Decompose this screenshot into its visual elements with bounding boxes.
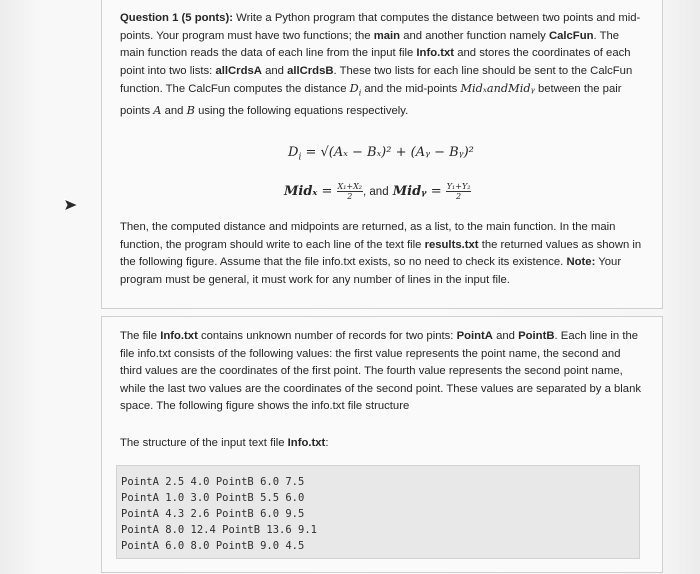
info-text-after: . Each line in the file info.txt consists of the following values: the first value represents the point name, the second and third values are the coordinates of the first point. The fourth value represents the second point name, while the last two values are the coordinates of the second point. These values are separated by a blank space. The following figure shows the info.txt file structure (120, 330, 642, 412)
point-a-symbol: A (153, 103, 162, 117)
list-b-name: allCrdsB (287, 64, 334, 77)
then-text-before: Then, the computed distance and midpoints are returned, as a list, to the main function. In the main function, the program should write to each line of the text file (120, 221, 616, 251)
d-symbol: $D_i$ (349, 82, 362, 98)
text-stores: and stores the coordinates of each point into two lists: (120, 47, 631, 77)
main-fn: main (373, 29, 401, 42)
info-text-mid: contains unknown number of records for two pints: (200, 330, 454, 342)
info-and: and (496, 330, 515, 342)
text-and-the-mid: and the mid-points (364, 83, 458, 95)
structure-colon: : (325, 437, 329, 449)
mid-symbols: MidₓandMidᵧ (460, 82, 535, 95)
info-paragraph (120, 328, 642, 416)
info-text-before: The file (120, 330, 158, 342)
point-b-symbol: B (186, 103, 195, 117)
then-text-after: the returned values as shown in the following figure. Assume that the file info.txt exists, so no need to check its existence. (120, 238, 642, 268)
code-line: PointA 8.0 12.4 PointB 13.6 9.1 (121, 524, 317, 536)
code-line: PointA 1.0 3.0 PointB 5.5 6.0 (121, 492, 305, 504)
question-box (101, 0, 663, 309)
midpoint-formula: Midₓ = $\frac{\text{X₁+X₂}}{2}$ , and Midᵧ = $\frac{\text{Y₁+Y₂}}{2}$ (284, 182, 471, 201)
code-line: PointA 6.0 8.0 PointB 9.0 4.5 (121, 540, 305, 552)
question-paragraph (120, 10, 642, 120)
text-two-lists: . These two lists for each line should be sent to the CalcFun function. The CalcFun computes the distance (120, 64, 633, 95)
text-and-another: and another function namely (403, 29, 546, 42)
list-a-name: allCrdsA (215, 64, 262, 77)
text-between: between the pair points (120, 83, 622, 117)
calcfun-name: CalcFun (548, 29, 594, 42)
text-using: using the following equations respectively. (198, 104, 409, 117)
structure-label (120, 435, 642, 453)
info-file-name: Info.txt (416, 47, 455, 59)
structure-file-name: Info.txt (287, 437, 326, 449)
text-and-2: and (164, 104, 184, 117)
point-b-name: PointB (518, 330, 555, 342)
note-text: Your program must be general, it must work for any number of lines in the input file. (120, 256, 622, 286)
mouse-cursor-icon (62, 197, 80, 218)
point-a-name: PointA (456, 330, 493, 342)
info-file-name-2: Info.txt (160, 330, 198, 342)
then-paragraph (120, 219, 642, 289)
question-intro: Write a Python program that computes the distance between two points and mid-points. Your program must have two functions; the (120, 12, 641, 42)
question-heading: Question 1 (5 ponts): (120, 12, 233, 24)
results-file-name: results.txt (424, 238, 479, 251)
distance-formula: $D_i = √(A_x - B_x)^2$ + (Aᵧ − Bᵧ)² (288, 145, 474, 163)
code-line: PointA 2.5 4.0 PointB 6.0 7.5 (121, 476, 305, 488)
text-and: and (265, 64, 284, 77)
code-line: PointA 4.3 2.6 PointB 6.0 9.5 (121, 508, 305, 520)
structure-text: The structure of the input text file (120, 437, 285, 449)
note-label: Note: (566, 256, 596, 268)
info-file-sample (116, 465, 640, 559)
text-reads-data: . The main function reads the data of each line from the input file (120, 29, 620, 59)
